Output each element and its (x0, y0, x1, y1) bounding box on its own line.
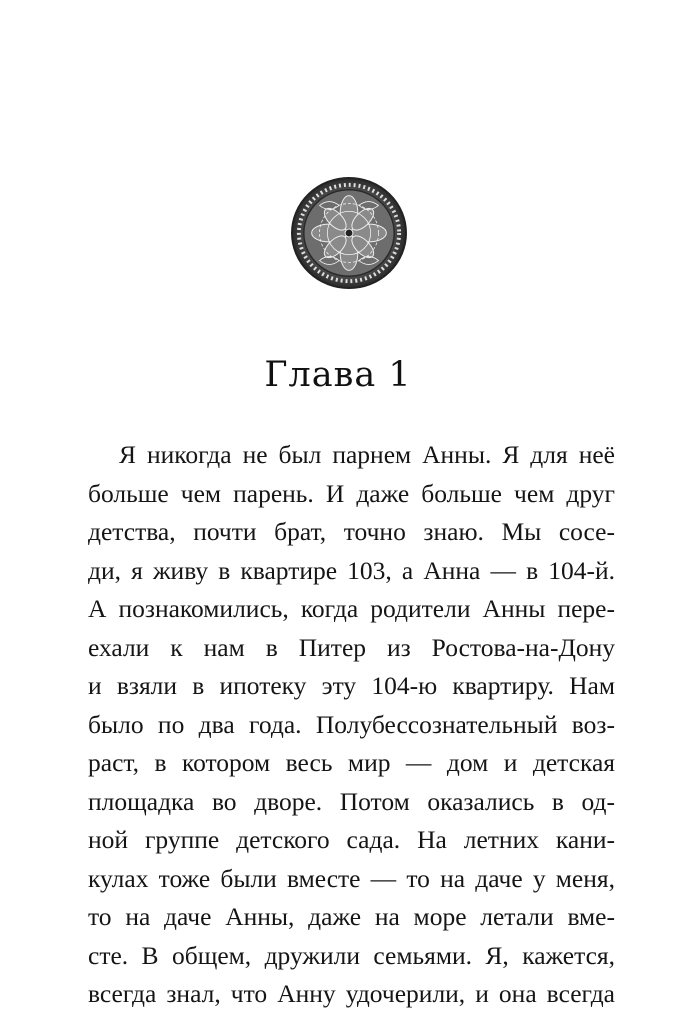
text-line: больше чем парень. И даже больше чем друг (88, 478, 615, 508)
text-line: А познакомились, когда родители Анны пере- (88, 594, 615, 623)
text-line: раст, в котором весь мир — дом и детская (88, 748, 615, 777)
text-line: и взяли в ипотеку эту 104-ю квартиру. Нам (88, 671, 615, 700)
chapter-title: Глава 1 (264, 355, 412, 395)
text-line: ехали к нам в Питер из Ростова-на-Дону (88, 632, 615, 662)
chapter-body (88, 436, 615, 1014)
text-line: ной группе детского сада. На летних кани- (88, 825, 615, 854)
text-line: площадка во дворе. Потом оказались в од- (88, 786, 615, 816)
text-line: было по два года. Полубессознательный воз- (88, 709, 615, 739)
circular-filigree-medallion-icon (290, 176, 408, 290)
text-line: кулах тоже были вместе — то на даче у меня, (88, 863, 615, 893)
text-line: ди, я живу в квартире 103, а Анна — в 104-й. (88, 555, 615, 585)
text-line: то на даче Анны, даже на море летали вме- (88, 902, 615, 931)
text-line: детства, почти брат, точно знаю. Мы сосе- (88, 517, 615, 546)
text-line: Я никогда не был парнем Анны. Я для неё (119, 440, 615, 469)
text-line: сте. В общем, дружили семьями. Я, кажется, (88, 940, 615, 970)
text-line: всегда знал, что Анну удочерили, и она всегда (88, 979, 615, 1008)
